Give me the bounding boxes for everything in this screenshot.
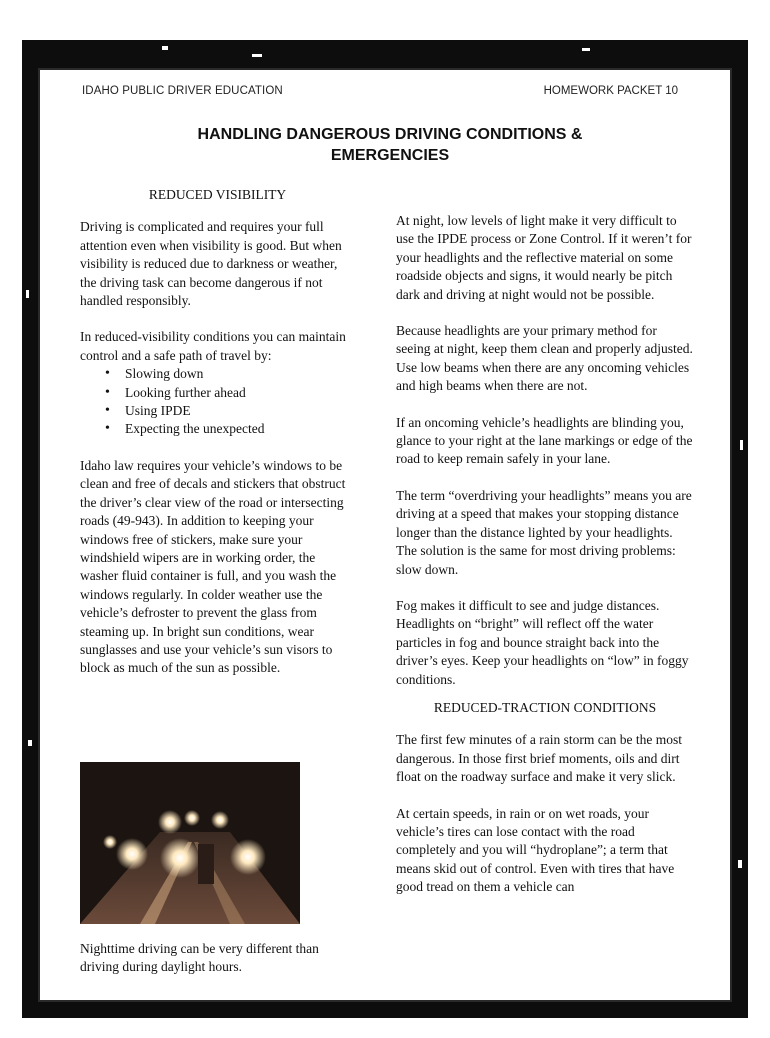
border-speck bbox=[738, 860, 742, 868]
paragraph: Fog makes it difficult to see and judge distances. Headlights on “bright” will reflect off the water particles in fog and bounce straight back into the driver’s eyes. Keep your headlights on “low” in foggy conditions. bbox=[396, 597, 689, 687]
photo-caption: Nighttime driving can be very different than driving during daylight hours. bbox=[80, 941, 319, 975]
border-speck bbox=[740, 440, 743, 450]
paragraph: If an oncoming vehicle’s headlights are blinding you, glance to your right at the lane markings or edge of the road to keep remain safely in your lane. bbox=[396, 414, 693, 467]
list-item: • Looking further ahead bbox=[125, 384, 355, 402]
paragraph: At night, low levels of light make it very difficult to use the IPDE process or Zone Control. If it weren’t for your headlights and the reflective material on some roadside objects and signs, it would nearly be pitch dark and driving at night would not be possible. bbox=[396, 213, 692, 302]
list-item: • Using IPDE bbox=[125, 402, 355, 420]
border-speck bbox=[162, 46, 168, 50]
right-column bbox=[396, 212, 694, 915]
page-title-line1: HANDLING DANGEROUS DRIVING CONDITIONS & bbox=[197, 126, 583, 143]
header-packet-number: HOMEWORK PACKET 10 bbox=[543, 85, 678, 97]
paragraph: Because headlights are your primary method for seeing at night, keep them clean and properly adjusted. Use low beams when there are any oncoming vehicles and high beams when there are not. bbox=[396, 323, 693, 394]
bullet-list bbox=[80, 365, 355, 439]
paragraph: In reduced-visibility conditions you can maintain control and a safe path of travel by: bbox=[80, 329, 346, 363]
border-speck bbox=[28, 740, 32, 746]
paragraph: At certain speeds, in rain or on wet roads, your vehicle’s tires can lose contact with the road completely and you will “hydroplane”; a term that means skid out of control. Even with tires that have good tread on them a vehicle can bbox=[396, 805, 675, 895]
paragraph: Idaho law requires your vehicle’s windows to be clean and free of decals and stickers that obstruct the driver’s clear view of the road or intersecting roads (49-943). In addition to keeping your windows free of stickers, make sure your windshield wipers are in working order, the washer fluid container is full, and you wash the windows regularly. In colder weather use the vehicle’s defroster to prevent the glass from steaming up. In bright sun conditions, wear sunglasses and use your vehicle’s sun visors to block as much of the sun as possible. bbox=[80, 457, 346, 676]
paragraph: The first few minutes of a rain storm can be the most dangerous. In those first brief moments, oils and dirt float on the roadway surface and make it very slick. bbox=[396, 732, 683, 785]
section-heading-reduced-traction: REDUCED-TRACTION CONDITIONS bbox=[433, 699, 657, 715]
night-driving-photo bbox=[80, 762, 300, 924]
left-column bbox=[80, 186, 355, 696]
list-item: • Slowing down bbox=[125, 365, 355, 383]
border-speck bbox=[582, 48, 590, 51]
page-title-line2: EMERGENCIES bbox=[330, 147, 450, 164]
border-speck bbox=[26, 290, 29, 298]
paragraph: The term “overdriving your headlights” means you are driving at a speed that makes your stopping distance longer than the distance lighted by your headlights. The solution is the same for most driving problems: slow down. bbox=[396, 487, 692, 577]
paragraph: Driving is complicated and requires your full attention even when visibility is good. But when visibility is reduced due to darkness or weather, the driving task can become dangerous if not handled responsibly. bbox=[80, 219, 342, 309]
section-heading-reduced-visibility: REDUCED VISIBILITY bbox=[148, 187, 287, 202]
night-road-image bbox=[80, 762, 300, 924]
border-speck bbox=[252, 54, 262, 57]
page-title bbox=[150, 124, 630, 166]
header-organization: IDAHO PUBLIC DRIVER EDUCATION bbox=[82, 85, 283, 97]
list-item: • Expecting the unexpected bbox=[125, 420, 355, 438]
